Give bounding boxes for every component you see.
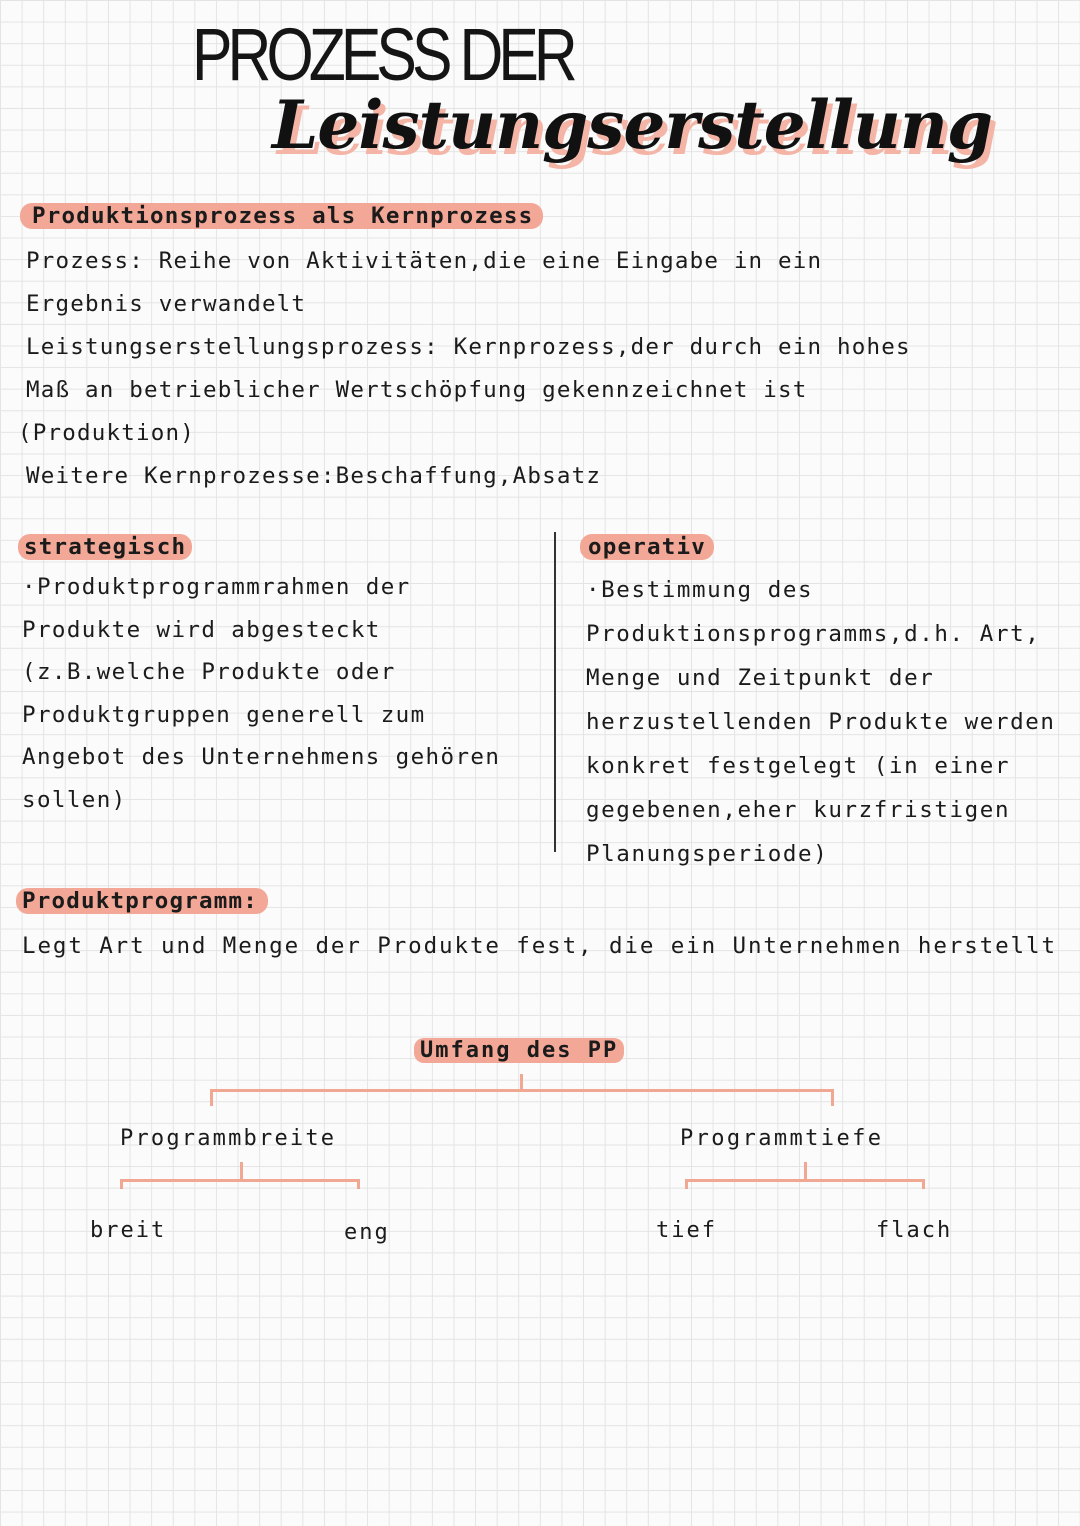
strategic-line: Angebot des Unternehmens gehören: [22, 744, 501, 770]
title-line-2: Leistungserstellung: [272, 86, 993, 164]
tree-left-drop: [210, 1089, 213, 1106]
strategic-line: Produkte wird abgesteckt: [22, 616, 381, 643]
diagram-root-text: Umfang des PP: [414, 1038, 624, 1063]
operative-heading: [580, 534, 714, 560]
program-heading-text: Produktprogramm:: [16, 888, 268, 914]
strategic-line: ·Produktprogrammrahmen der: [22, 574, 411, 600]
tree-breadth-branch: [120, 1179, 360, 1182]
strategic-line: (z.B.welche Produkte oder: [22, 659, 396, 685]
tree-root-branch: [210, 1089, 834, 1092]
depth-deep: tief: [656, 1218, 717, 1243]
tree-depth-branch: [685, 1179, 925, 1182]
section1-line: Prozess: Reihe von Aktivitäten,die eine Eingabe in ein: [26, 248, 823, 274]
operative-text: [586, 568, 1056, 876]
program-definition: Legt Art und Menge der Produkte fest, die ein Unternehmen herstellt: [22, 933, 1057, 959]
operative-line: Produktionsprogramms,d.h. Art,: [586, 621, 1041, 647]
tree-breadth-right-drop: [357, 1179, 360, 1189]
diagram-root: [414, 1038, 624, 1063]
operative-line: Menge und Zeitpunkt der: [586, 665, 935, 691]
tree-depth-right-drop: [922, 1179, 925, 1189]
strategic-line: sollen): [22, 786, 127, 813]
breadth-narrow: eng: [344, 1220, 390, 1245]
program-depth: Programmtiefe: [680, 1126, 884, 1151]
tree-right-drop: [831, 1089, 834, 1106]
section1-line: Weitere Kernprozesse:Beschaffung,Absatz: [26, 463, 602, 489]
strategic-line: Produktgruppen generell zum: [22, 701, 426, 728]
operative-line: herzustellenden Produkte werden: [586, 709, 1056, 735]
tree-breadth-stem: [240, 1162, 243, 1180]
operative-line: konkret festgelegt (in einer: [586, 753, 1011, 779]
tree-depth-stem: [804, 1162, 807, 1180]
section1-line: Leistungserstellungsprozess: Kernprozess,der durch ein hohes: [26, 334, 911, 360]
operative-line: ·Bestimmung des: [586, 577, 814, 603]
depth-flat: flach: [876, 1218, 953, 1243]
tree-breadth-left-drop: [120, 1179, 123, 1189]
strategic-heading: [18, 534, 192, 560]
section1-line: (Produktion): [18, 420, 195, 446]
section1-line: Ergebnis verwandelt: [26, 291, 307, 317]
operative-heading-text: operativ: [580, 534, 714, 560]
section1-line: Maß an betrieblicher Wertschöpfung gekennzeichnet ist: [26, 377, 808, 403]
section1-heading: [20, 203, 543, 229]
title-line-1: PROZESS DER: [192, 13, 573, 96]
section1-heading-text: Produktionsprozess als Kernprozess: [20, 203, 543, 229]
strategic-heading-text: strategisch: [18, 534, 192, 560]
strategic-text: [22, 566, 500, 821]
breadth-broad: breit: [90, 1218, 167, 1243]
tree-depth-left-drop: [685, 1179, 688, 1189]
program-heading: [16, 888, 268, 914]
column-divider: [554, 532, 556, 852]
program-breadth: Programmbreite: [120, 1126, 337, 1151]
operative-line: gegebenen,eher kurzfristigen: [586, 797, 1011, 823]
operative-line: Planungsperiode): [586, 841, 829, 867]
